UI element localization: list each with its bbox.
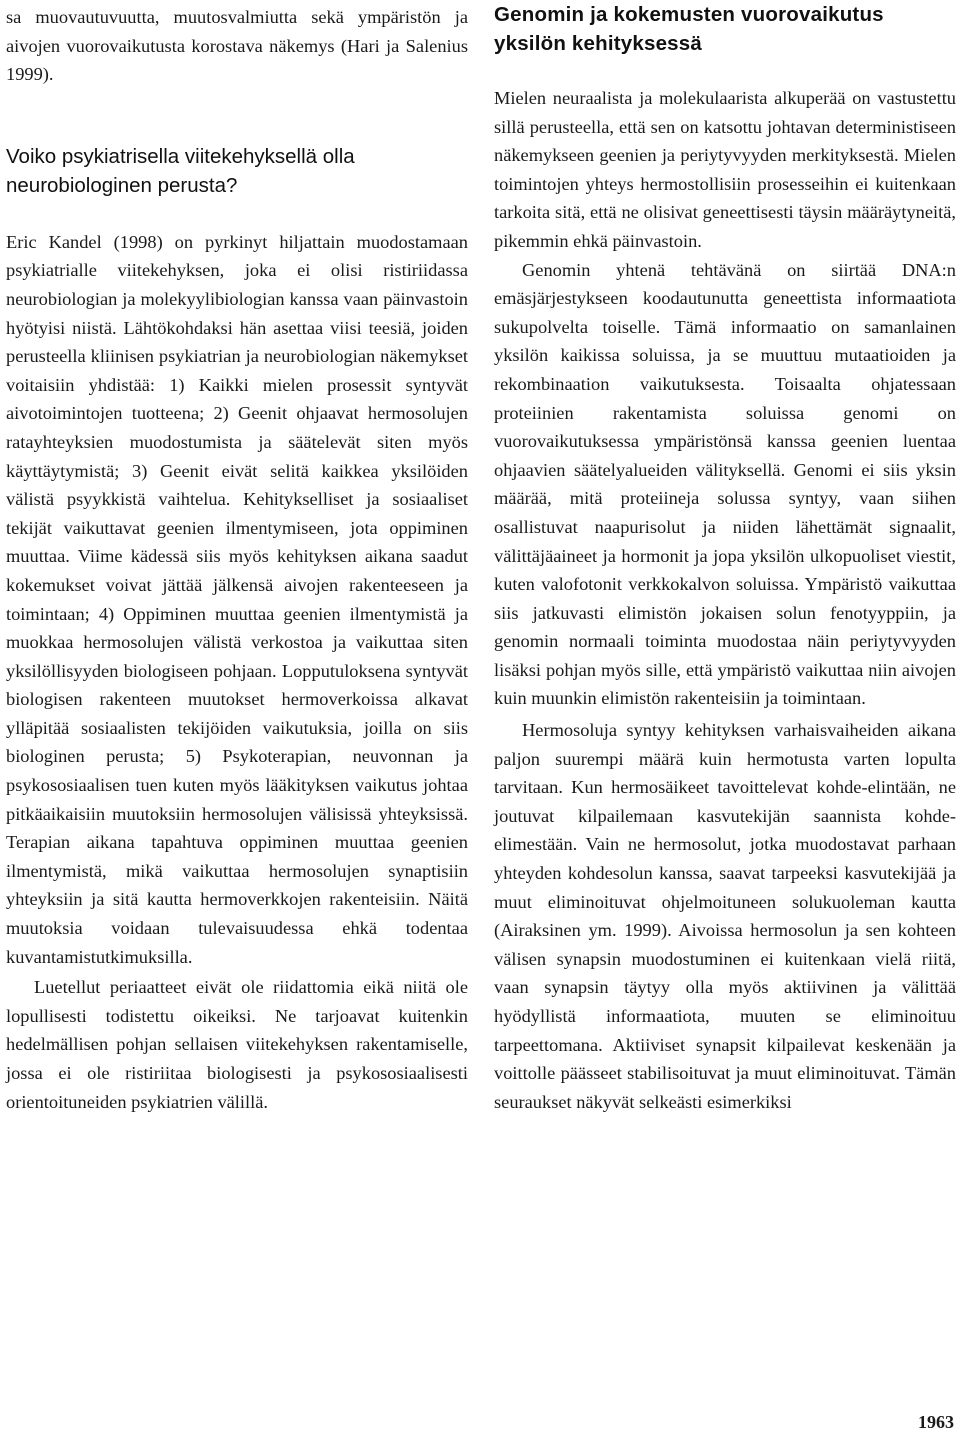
left-column bbox=[6, 0, 468, 1116]
intro-paragraph: sa muovautuvuutta, muutosvalmiutta sekä ympäristön ja aivojen vuorovaikutusta korostava näkemys (Hari ja Salenius 1999). bbox=[6, 7, 468, 85]
genome-paragraph-1: Mielen neuraalista ja molekulaarista alkuperää on vastustettu sillä perusteella, että sen on katsottu johtavan deterministiseen näkemykseen geenien ja periytyvyyden merkityksestä. Mielen toimintojen yhteys hermostollisiin prosesseihin ei kuitenkaan tarkoita sitä, että ne olisivat geneettisesti täysin määräytyneitä, pikemmin ehkä päinvastoin. bbox=[494, 88, 956, 251]
principles-paragraph: Luetellut periaatteet eivät ole riidattomia eikä niitä ole lopullisesti todistettu oikeiksi. Ne tarjoavat kuitenkin hedelmällisen pohjan sellaisen viitekehyksen rakentamiselle, jossa ei ole ristiriitaa biologisesti ja psykososiaalisesti orientoituneiden psykiatrien välillä. bbox=[6, 977, 468, 1112]
genome-paragraph-3: Hermosoluja syntyy kehityksen varhaisvaiheiden aikana paljon suurempi määrä kuin hermotusta varten lopulta tarvitaan. Kun hermosäikeet tavoittelevat kohde-elintään, ne joutuvat kilpailemaan kasvutekijän saannista kohde-elimestään. Vain ne hermosolut, jotka muodostavat parhaan yhteyden kohdesolun kanssa, saavat tarpeeksi kasvutekijää ja muut eliminoituvat ohjelmoituneen solukuoleman kautta (Airaksinen ym. 1999). Aivoissa hermosolun ja sen kohteen välisen synapsin muodostuminen ei kuitenkaan vielä riitä, vaan synapsin täytyy olla myös aktiivinen ja välittää hyödyllistä informaatiota, muuten se eliminoituu tarpeettomana. Aktiiviset synapsit kilpailevat keskenään ja voittolle päässeet stabilisoituvat ja muut eliminoituvat. Tämän seuraukset näkyvät selkeästi esimerkiksi bbox=[494, 720, 956, 1112]
section-heading-genome: Genomin ja kokemusten vuorovaikutus yksilön kehityksessä bbox=[494, 3, 884, 55]
right-column bbox=[494, 0, 956, 1116]
genome-paragraph-2: Genomin yhtenä tehtävänä on siirtää DNA:n emäsjärjestykseen koodautunutta geneettista informaatiota sukupolvelta toiselle. Tämä informaatio on samanlainen yksilön kaikissa soluissa, ja se muuttuu mutaatioiden ja rekombinaation vaikutuksesta. Toisaalta ohjatessaan proteiinien rakentamista soluissa genomi on vuorovaikutuksessa ympäristönsä kanssa geenien luentaa ohjaavien säätelyalueiden välityksellä. Genomi ei siis yksin määrää, mitä proteiineja solussa syntyy, vaan siihen osallistuvat naapurisolut ja niiden lähettämät signaalit, välittäjäaineet ja hormonit ja jopa yksilön ulkopuoliset viestit, kuten valofotonit verkkokalvon soluissa. Ympäristö vaikuttaa siis jatkuvasti elimistön jokaisen solun fenotyyppiin, ja genomin normaali toiminta muodostaa näin periytyvyyden lisäksi pohjan myös sille, että ympäristö vaikuttaa niin aivojen kuin muunkin elimistön rakenteisiin ja toimintaan. bbox=[494, 259, 956, 709]
section-heading-framework: Voiko psykiatrisella viitekehyksellä olla neurobiologinen perusta? bbox=[6, 144, 355, 197]
kandel-paragraph: Eric Kandel (1998) on pyrkinyt hiljattain muodostamaan psykiatrialle viitekehyksen, joka ei olisi ristiriidassa neurobiologian ja molekyylibiologian kanssa vaan päinvastoin hyötyisi niistä. Lähtökohdaksi hän asettaa viisi teesiä, joiden perusteella kliinisen psykiatrian ja neurobiologian näkemykset voitaisiin yhdistää: 1) Kaikki mielen prosessit syntyvät aivotoimintojen tuotteena; 2) Geenit ohjaavat hermosolujen ratayhteyksien muodostumista ja säätelevät siten myös käyttäytymistä; 3) Geenit eivät selitä kaikkea yksilöiden välistä psyykkistä vaihtelua. Kehitykselliset ja sosiaaliset tekijät vaikuttavat geenien ilmentymiseen, jota oppiminen muuttaa. Viime kädessä siis myös kehityksen aikana saadut kokemukset voivat jättää jälkensä aivojen rakenteeseen ja toimintaan; 4) Oppiminen muuttaa geenien ilmentymistä ja muokkaa hermosolujen välistä verkostoa ja vaikuttaa siten yksilöllisyyden biologiseen pohjaan. Lopputuloksena syntyvät biologisen rakenteen muutokset hermoverkoissa alkavat ylläpitää sosiaalisten tekijöiden vaikutuksia, joilla on siis biologinen perusta; 5) Psykoterapian, neuvonnan ja psykososiaalisen tuen kuten myös lääkityksen vaikutus johtaa pitkäaikaisiin muutoksiin hermosolujen välisissä yhteyksissä. Terapian aikana tapahtuva oppiminen muuttaa geenien ilmentymistä, mikä vaikuttaa hermosolujen synaptisiin yhteyksiin ja sitä kautta hermoverkkojen rakenteisiin. Näitä muutoksia voidaan tulevaisuudessa ehkä todentaa kuvantamistutkimuksilla. bbox=[6, 231, 468, 967]
page-number: 1963 bbox=[918, 1412, 954, 1432]
